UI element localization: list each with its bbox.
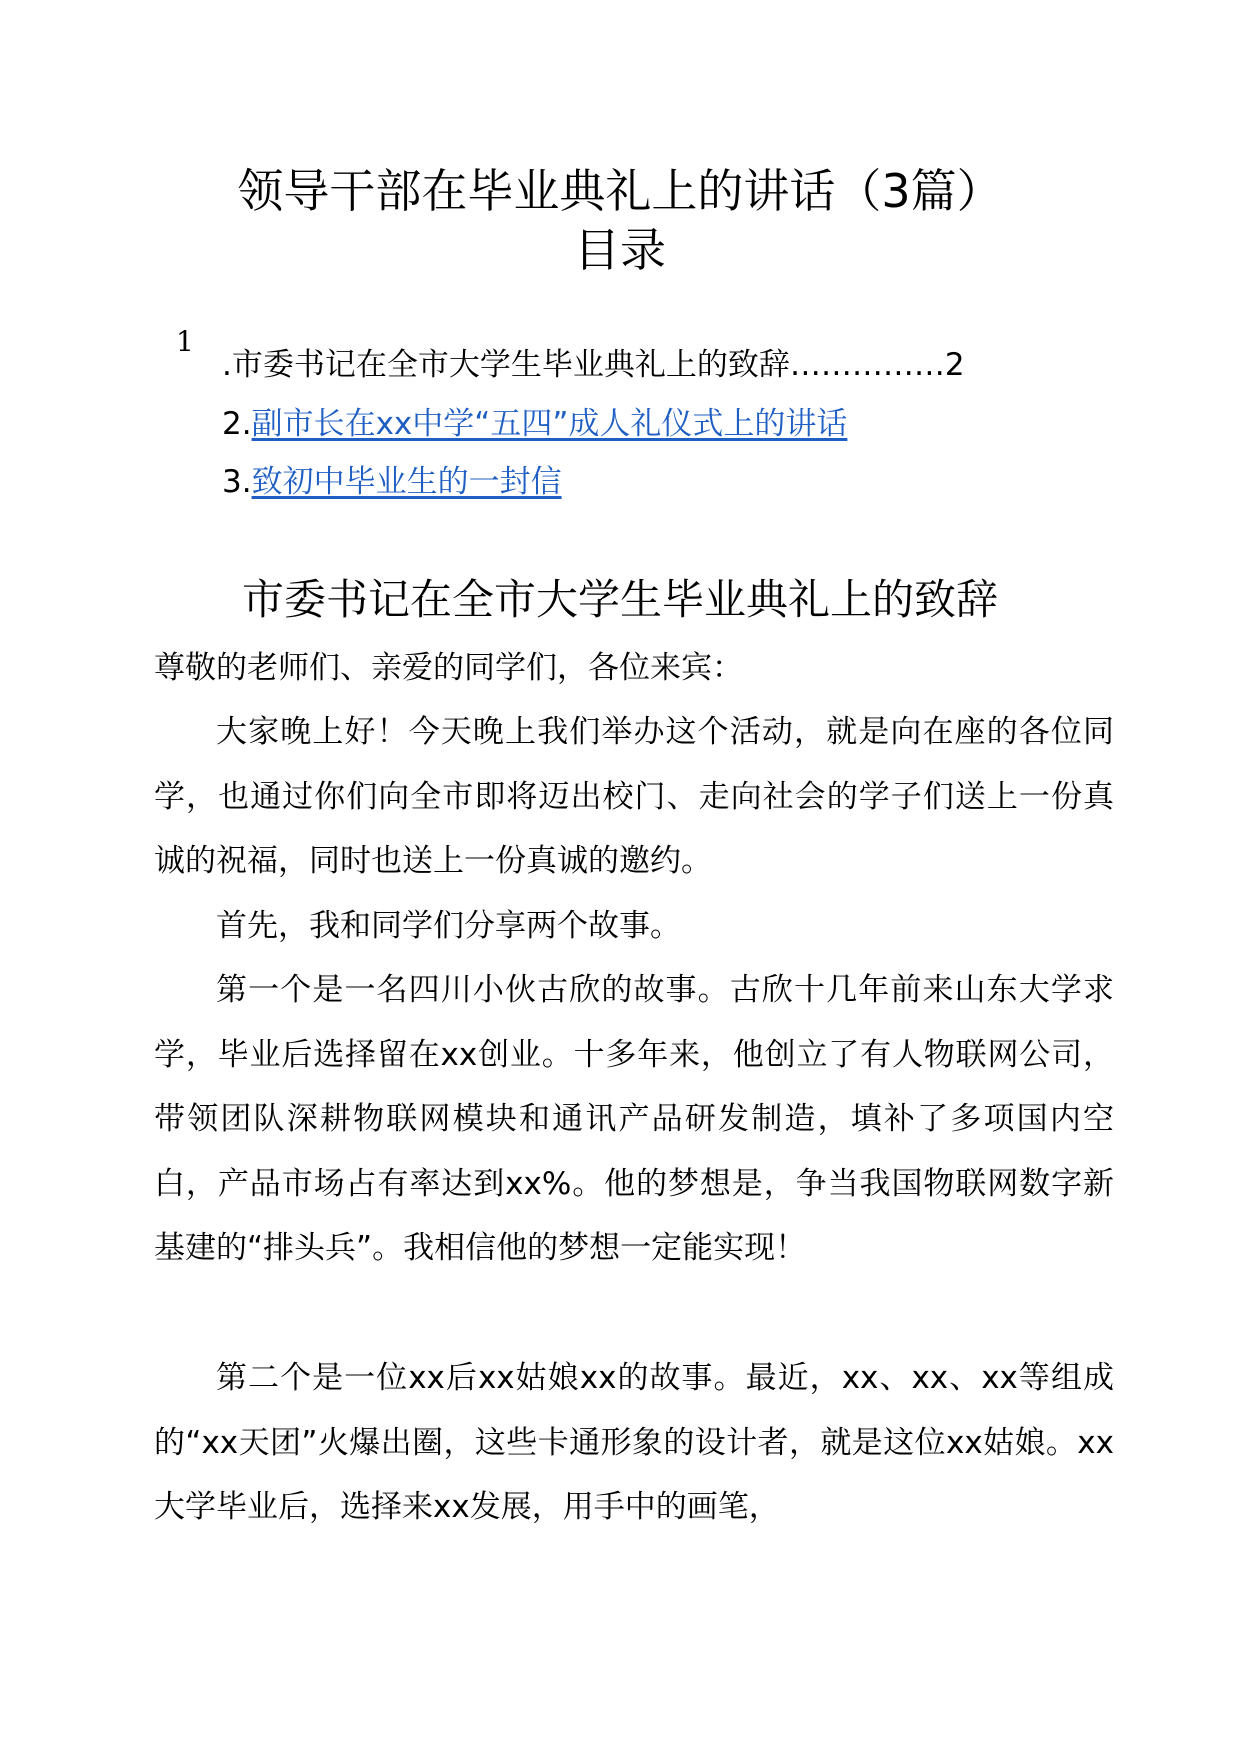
section-title: 市委书记在全市大学生毕业典礼上的致辞 [241, 575, 998, 624]
paragraph-2: 首先，我和同学们分享两个故事。 [216, 908, 681, 944]
paragraph-4: 第二个是一位xx后xx姑娘xx的故事。最近，xx、xx、xx等组成的“xx天团”火爆出圈，这些卡通形象的设计者，就是这位xx姑娘。xx大学毕业后，选择来xx发展，用手中的画笔， [154, 1360, 1114, 1526]
toc-item-3-prefix: 3. [222, 464, 252, 500]
toc-item-2-prefix: 2. [222, 406, 252, 442]
document-title: 领导干部在毕业典礼上的讲话（3篇） [237, 164, 1003, 218]
toc-item-1[interactable] [222, 345, 965, 385]
toc-item-3 [222, 462, 562, 502]
salutation: 尊敬的老师们、亲爱的同学们，各位来宾： [154, 650, 743, 686]
toc-item-3-link[interactable]: 致初中毕业生的一封信 [251, 464, 562, 500]
toc-item-1-text: 市委书记在全市大学生毕业典礼上的致辞 [231, 347, 790, 383]
paragraph-3: 第一个是一名四川小伙古欣的故事。古欣十几年前来山东大学求学，毕业后选择留在xx创业。十多年来，他创立了有人物联网公司，带领团队深耕物联网模块和通讯产品研发制造，填补了多项国内空白，产品市场占有率达到xx%。他的梦想是，争当我国物联网数字新基建的“排头兵”。我相信他的梦想一定能实现！ [154, 972, 1114, 1267]
toc-item-2 [222, 404, 847, 444]
toc-heading: 目录 [574, 223, 666, 277]
toc-item-2-link[interactable]: 副市长在xx中学“五四”成人礼仪式上的讲话 [251, 406, 848, 442]
paragraph-1: 大家晚上好！今天晚上我们举办这个活动，就是向在座的各位同学，也通过你们向全市即将迈出校门、走向社会的学子们送上一份真诚的祝福，同时也送上一份真诚的邀约。 [154, 714, 1114, 880]
toc-item-1-prefix: . [222, 347, 232, 383]
toc-item-1-leader: …………… [789, 347, 945, 383]
toc-item-1-page: 2 [944, 347, 965, 383]
toc-number-1: 1 [176, 325, 194, 358]
